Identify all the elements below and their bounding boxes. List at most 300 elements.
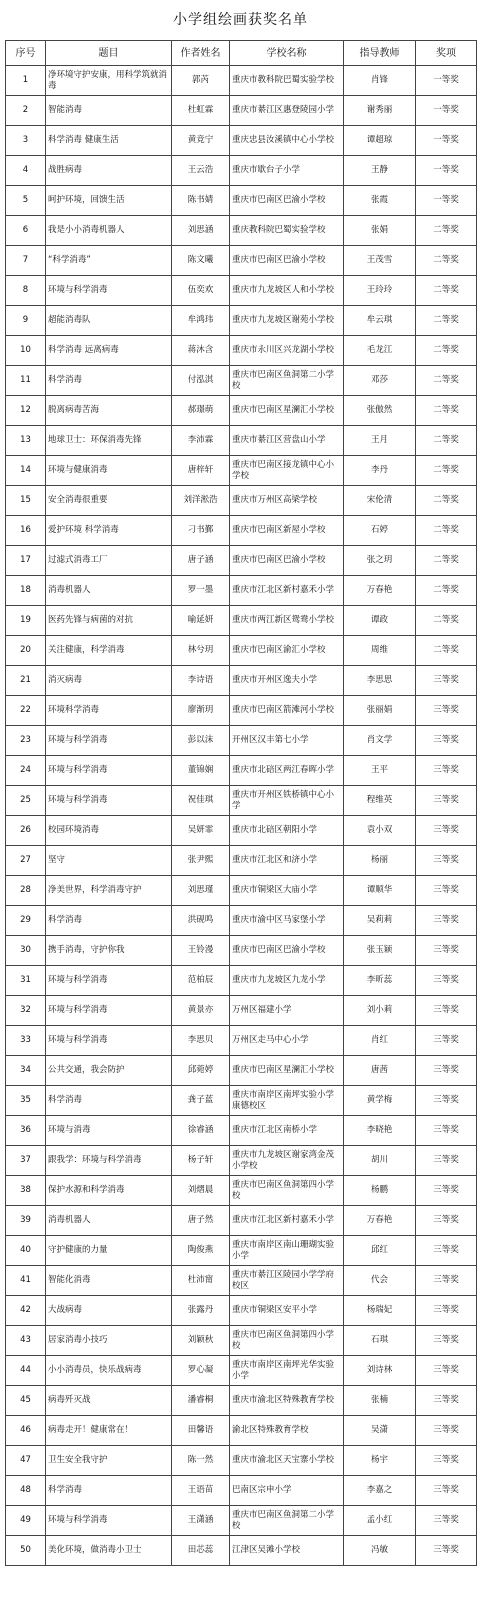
cell-school: 重庆市巴南区巴渝小学校 bbox=[230, 936, 344, 966]
cell-title: 消毒机器人 bbox=[46, 576, 172, 606]
cell-teacher: 宋伦清 bbox=[344, 486, 416, 516]
cell-no: 16 bbox=[6, 516, 46, 546]
cell-author: 王铃漫 bbox=[172, 936, 230, 966]
cell-school: 江津区吴滩小学校 bbox=[230, 1536, 344, 1566]
cell-teacher: 胡川 bbox=[344, 1146, 416, 1176]
cell-school: 重庆市歇台子小学 bbox=[230, 156, 344, 186]
cell-teacher: 肖文学 bbox=[344, 726, 416, 756]
cell-no: 19 bbox=[6, 606, 46, 636]
cell-title: 呵护环境，回馈生活 bbox=[46, 186, 172, 216]
cell-award: 三等奖 bbox=[416, 1056, 477, 1086]
document bbox=[5, 0, 476, 1566]
table-row bbox=[6, 1146, 477, 1176]
cell-author: 李诗语 bbox=[172, 666, 230, 696]
cell-no: 8 bbox=[6, 276, 46, 306]
cell-teacher: 肖红 bbox=[344, 1026, 416, 1056]
cell-teacher: 吴莉莉 bbox=[344, 906, 416, 936]
cell-title: 环境与科学消毒 bbox=[46, 276, 172, 306]
cell-teacher: 王玲玲 bbox=[344, 276, 416, 306]
table-row bbox=[6, 96, 477, 126]
table-row bbox=[6, 426, 477, 456]
cell-school: 重庆市南岸区南山珊瑚实验小学 bbox=[230, 1236, 344, 1266]
cell-school: 开州区汉丰第七小学 bbox=[230, 726, 344, 756]
cell-author: 喻延妍 bbox=[172, 606, 230, 636]
cell-teacher: 刘小莉 bbox=[344, 996, 416, 1026]
cell-title: 科学消毒 bbox=[46, 1086, 172, 1116]
cell-no: 2 bbox=[6, 96, 46, 126]
cell-author: 罗一墨 bbox=[172, 576, 230, 606]
cell-school: 重庆市两江新区鸳鸯小学校 bbox=[230, 606, 344, 636]
cell-award: 二等奖 bbox=[416, 606, 477, 636]
cell-author: 杜沛甯 bbox=[172, 1266, 230, 1296]
cell-title: 净环境守护安康，用科学筑就消毒 bbox=[46, 66, 172, 96]
cell-award: 二等奖 bbox=[416, 516, 477, 546]
cell-school: 重庆市永川区兴龙湖小学校 bbox=[230, 336, 344, 366]
cell-no: 31 bbox=[6, 966, 46, 996]
cell-no: 47 bbox=[6, 1446, 46, 1476]
cell-school: 重庆市开州区铁桥镇中心小学 bbox=[230, 786, 344, 816]
cell-author: 董锦娴 bbox=[172, 756, 230, 786]
cell-author: 杜虹霖 bbox=[172, 96, 230, 126]
cell-no: 14 bbox=[6, 456, 46, 486]
table-row bbox=[6, 366, 477, 396]
cell-award: 一等奖 bbox=[416, 66, 477, 96]
cell-award: 三等奖 bbox=[416, 1206, 477, 1236]
cell-school: 重庆市江北区南桥小学 bbox=[230, 1116, 344, 1146]
cell-teacher: 王静 bbox=[344, 156, 416, 186]
cell-title: 科学消毒 bbox=[46, 906, 172, 936]
cell-award: 二等奖 bbox=[416, 456, 477, 486]
table-row bbox=[6, 1476, 477, 1506]
cell-title: 消灭病毒 bbox=[46, 666, 172, 696]
cell-award: 一等奖 bbox=[416, 126, 477, 156]
cell-no: 27 bbox=[6, 846, 46, 876]
cell-no: 11 bbox=[6, 366, 46, 396]
cell-teacher: 李嘉之 bbox=[344, 1476, 416, 1506]
cell-no: 13 bbox=[6, 426, 46, 456]
table-row bbox=[6, 1326, 477, 1356]
cell-title: 净美世界，科学消毒守护 bbox=[46, 876, 172, 906]
cell-title: 智能化消毒 bbox=[46, 1266, 172, 1296]
cell-school: 重庆市南岸区南坪光华实验小学 bbox=[230, 1356, 344, 1386]
cell-award: 一等奖 bbox=[416, 156, 477, 186]
cell-author: 吴妍霏 bbox=[172, 816, 230, 846]
cell-no: 38 bbox=[6, 1176, 46, 1206]
cell-teacher: 万春艳 bbox=[344, 1206, 416, 1236]
cell-no: 15 bbox=[6, 486, 46, 516]
cell-teacher: 唐茜 bbox=[344, 1056, 416, 1086]
cell-title: 科学消毒 远离病毒 bbox=[46, 336, 172, 366]
cell-teacher: 谢秀丽 bbox=[344, 96, 416, 126]
cell-no: 44 bbox=[6, 1356, 46, 1386]
cell-award: 三等奖 bbox=[416, 936, 477, 966]
cell-author: 陶俊燕 bbox=[172, 1236, 230, 1266]
cell-award: 三等奖 bbox=[416, 1446, 477, 1476]
cell-no: 22 bbox=[6, 696, 46, 726]
cell-award: 三等奖 bbox=[416, 1146, 477, 1176]
cell-award: 一等奖 bbox=[416, 186, 477, 216]
header-title: 题目 bbox=[46, 41, 172, 66]
cell-author: 田芯蕊 bbox=[172, 1536, 230, 1566]
cell-author: 林兮玥 bbox=[172, 636, 230, 666]
cell-title: 环境与科学消毒 bbox=[46, 1506, 172, 1536]
cell-award: 二等奖 bbox=[416, 426, 477, 456]
cell-author: 刘思瑾 bbox=[172, 876, 230, 906]
cell-school: 重庆市北碚区朝阳小学 bbox=[230, 816, 344, 846]
cell-school: 重庆市江北区新村嘉禾小学 bbox=[230, 576, 344, 606]
cell-teacher: 王茂雪 bbox=[344, 246, 416, 276]
cell-teacher: 杨瑞妃 bbox=[344, 1296, 416, 1326]
cell-award: 二等奖 bbox=[416, 546, 477, 576]
table-row bbox=[6, 1026, 477, 1056]
cell-school: 重庆市九龙坡区人和小学校 bbox=[230, 276, 344, 306]
cell-school: 重庆市铜梁区大庙小学 bbox=[230, 876, 344, 906]
table-row bbox=[6, 816, 477, 846]
cell-title: 环境与科学消毒 bbox=[46, 966, 172, 996]
cell-teacher: 李晓艳 bbox=[344, 1116, 416, 1146]
cell-school: 重庆市巴南区鱼洞第四小学校 bbox=[230, 1326, 344, 1356]
cell-author: 祝佳琪 bbox=[172, 786, 230, 816]
cell-award: 三等奖 bbox=[416, 1236, 477, 1266]
cell-title: 地球卫士：环保消毒先锋 bbox=[46, 426, 172, 456]
cell-teacher: 李丹 bbox=[344, 456, 416, 486]
cell-teacher: 代会 bbox=[344, 1266, 416, 1296]
cell-no: 4 bbox=[6, 156, 46, 186]
cell-school: 重庆市渝北区天宝寨小学校 bbox=[230, 1446, 344, 1476]
cell-no: 28 bbox=[6, 876, 46, 906]
cell-teacher: 冯敏 bbox=[344, 1536, 416, 1566]
cell-school: 重庆市巴南区新屋小学校 bbox=[230, 516, 344, 546]
cell-award: 二等奖 bbox=[416, 636, 477, 666]
table-row bbox=[6, 516, 477, 546]
cell-author: 唐子然 bbox=[172, 1206, 230, 1236]
cell-award: 二等奖 bbox=[416, 216, 477, 246]
cell-teacher: 石婷 bbox=[344, 516, 416, 546]
cell-title: 战胜病毒 bbox=[46, 156, 172, 186]
cell-title: 消毒机器人 bbox=[46, 1206, 172, 1236]
cell-award: 三等奖 bbox=[416, 846, 477, 876]
cell-title: 守护健康的力量 bbox=[46, 1236, 172, 1266]
table-row bbox=[6, 126, 477, 156]
cell-no: 26 bbox=[6, 816, 46, 846]
cell-teacher: 邓莎 bbox=[344, 366, 416, 396]
cell-title: 科学消毒 bbox=[46, 1476, 172, 1506]
cell-title: 环境科学消毒 bbox=[46, 696, 172, 726]
table-row bbox=[6, 726, 477, 756]
cell-author: 范柏辰 bbox=[172, 966, 230, 996]
cell-teacher: 杨鹏 bbox=[344, 1176, 416, 1206]
cell-award: 三等奖 bbox=[416, 1506, 477, 1536]
cell-teacher: 杨丽 bbox=[344, 846, 416, 876]
table-row bbox=[6, 1176, 477, 1206]
cell-teacher: 袁小双 bbox=[344, 816, 416, 846]
table-row bbox=[6, 486, 477, 516]
table-row bbox=[6, 1116, 477, 1146]
cell-author: 邱菀婷 bbox=[172, 1056, 230, 1086]
cell-title: 爱护环境 科学消毒 bbox=[46, 516, 172, 546]
cell-teacher: 牟云琪 bbox=[344, 306, 416, 336]
cell-school: 重庆市巴南区巴渝小学校 bbox=[230, 186, 344, 216]
cell-school: 重庆市巴南区鱼洞第二小学校 bbox=[230, 1506, 344, 1536]
table-row bbox=[6, 936, 477, 966]
cell-teacher: 周维 bbox=[344, 636, 416, 666]
cell-teacher: 李昕蕊 bbox=[344, 966, 416, 996]
cell-teacher: 刘诗林 bbox=[344, 1356, 416, 1386]
cell-title: 智能消毒 bbox=[46, 96, 172, 126]
cell-no: 24 bbox=[6, 756, 46, 786]
header-author: 作者姓名 bbox=[172, 41, 230, 66]
table-row bbox=[6, 246, 477, 276]
table-row bbox=[6, 606, 477, 636]
table-row bbox=[6, 1206, 477, 1236]
cell-author: 彭以沫 bbox=[172, 726, 230, 756]
table-row bbox=[6, 966, 477, 996]
cell-no: 21 bbox=[6, 666, 46, 696]
cell-school: 重庆市巴南区星澜汇小学校 bbox=[230, 1056, 344, 1086]
table-row bbox=[6, 456, 477, 486]
cell-author: 杨子轩 bbox=[172, 1146, 230, 1176]
cell-no: 42 bbox=[6, 1296, 46, 1326]
cell-title: 保护水源和科学消毒 bbox=[46, 1176, 172, 1206]
table-row bbox=[6, 1536, 477, 1566]
cell-award: 二等奖 bbox=[416, 486, 477, 516]
table-row bbox=[6, 906, 477, 936]
table-row bbox=[6, 636, 477, 666]
cell-author: 黄竞宁 bbox=[172, 126, 230, 156]
table-row bbox=[6, 1296, 477, 1326]
cell-teacher: 黄学梅 bbox=[344, 1086, 416, 1116]
cell-award: 三等奖 bbox=[416, 1116, 477, 1146]
cell-no: 12 bbox=[6, 396, 46, 426]
table-row bbox=[6, 1506, 477, 1536]
cell-title: 脱离病毒苦海 bbox=[46, 396, 172, 426]
cell-school: 巴南区宗申小学 bbox=[230, 1476, 344, 1506]
cell-no: 1 bbox=[6, 66, 46, 96]
cell-no: 25 bbox=[6, 786, 46, 816]
cell-no: 35 bbox=[6, 1086, 46, 1116]
cell-author: 黄景亦 bbox=[172, 996, 230, 1026]
cell-no: 10 bbox=[6, 336, 46, 366]
table-row bbox=[6, 576, 477, 606]
cell-award: 三等奖 bbox=[416, 966, 477, 996]
cell-award: 三等奖 bbox=[416, 1266, 477, 1296]
cell-no: 46 bbox=[6, 1416, 46, 1446]
cell-school: 渝北区特殊教育学校 bbox=[230, 1416, 344, 1446]
cell-teacher: 张傲然 bbox=[344, 396, 416, 426]
cell-teacher: 毛龙江 bbox=[344, 336, 416, 366]
cell-no: 43 bbox=[6, 1326, 46, 1356]
table-row bbox=[6, 1356, 477, 1386]
cell-no: 20 bbox=[6, 636, 46, 666]
cell-teacher: 张娟 bbox=[344, 216, 416, 246]
cell-title: 环境与科学消毒 bbox=[46, 726, 172, 756]
cell-school: 重庆市教科院巴蜀实验学校 bbox=[230, 66, 344, 96]
table-row bbox=[6, 996, 477, 1026]
cell-no: 30 bbox=[6, 936, 46, 966]
cell-award: 二等奖 bbox=[416, 306, 477, 336]
award-table bbox=[5, 40, 477, 1566]
table-row bbox=[6, 786, 477, 816]
cell-author: 王语苗 bbox=[172, 1476, 230, 1506]
cell-no: 49 bbox=[6, 1506, 46, 1536]
cell-award: 二等奖 bbox=[416, 366, 477, 396]
cell-teacher: 谭顺华 bbox=[344, 876, 416, 906]
cell-title: 环境与科学消毒 bbox=[46, 786, 172, 816]
cell-teacher: 杨宇 bbox=[344, 1446, 416, 1476]
cell-school: 重庆市北碚区两江春晖小学 bbox=[230, 756, 344, 786]
cell-author: 刘熠晨 bbox=[172, 1176, 230, 1206]
table-row bbox=[6, 1416, 477, 1446]
cell-author: 郝璟萌 bbox=[172, 396, 230, 426]
table-row bbox=[6, 666, 477, 696]
cell-school: 重庆市南岸区南坪实验小学康德校区 bbox=[230, 1086, 344, 1116]
cell-author: 徐睿涵 bbox=[172, 1116, 230, 1146]
table-header-row bbox=[6, 41, 477, 66]
cell-school: 重庆市江北区新村嘉禾小学 bbox=[230, 1206, 344, 1236]
cell-author: 蒋沐含 bbox=[172, 336, 230, 366]
cell-award: 三等奖 bbox=[416, 1356, 477, 1386]
cell-award: 三等奖 bbox=[416, 696, 477, 726]
cell-author: 潘睿桐 bbox=[172, 1386, 230, 1416]
table-row bbox=[6, 546, 477, 576]
cell-school: 重庆市九龙坡区谢苑小学校 bbox=[230, 306, 344, 336]
cell-award: 一等奖 bbox=[416, 96, 477, 126]
cell-author: 廖渐玥 bbox=[172, 696, 230, 726]
cell-author: 付泓淇 bbox=[172, 366, 230, 396]
cell-teacher: 张霞 bbox=[344, 186, 416, 216]
cell-school: 重庆忠县汝溪镇中心小学校 bbox=[230, 126, 344, 156]
cell-title: 环境与科学消毒 bbox=[46, 1026, 172, 1056]
cell-no: 6 bbox=[6, 216, 46, 246]
cell-title: 大战病毒 bbox=[46, 1296, 172, 1326]
page-title: 小学组绘画获奖名单 bbox=[173, 12, 308, 28]
cell-no: 34 bbox=[6, 1056, 46, 1086]
cell-school: 重庆市巴南区箭滩河小学校 bbox=[230, 696, 344, 726]
table-row bbox=[6, 876, 477, 906]
cell-school: 重庆市巴南区鱼洞第二小学校 bbox=[230, 366, 344, 396]
cell-no: 33 bbox=[6, 1026, 46, 1056]
cell-teacher: 王平 bbox=[344, 756, 416, 786]
cell-title: 环境与消毒 bbox=[46, 1116, 172, 1146]
table-row bbox=[6, 846, 477, 876]
cell-no: 18 bbox=[6, 576, 46, 606]
cell-no: 45 bbox=[6, 1386, 46, 1416]
cell-title: 病毒歼灭战 bbox=[46, 1386, 172, 1416]
cell-title: 医药先锋与病菌的对抗 bbox=[46, 606, 172, 636]
cell-school: 重庆市巴南区渝汇小学校 bbox=[230, 636, 344, 666]
table-row bbox=[6, 276, 477, 306]
cell-teacher: 张玉颖 bbox=[344, 936, 416, 966]
cell-teacher: 张楠 bbox=[344, 1386, 416, 1416]
cell-author: 洪砚鸣 bbox=[172, 906, 230, 936]
cell-award: 三等奖 bbox=[416, 876, 477, 906]
cell-school: 重庆市巴南区鱼洞第四小学校 bbox=[230, 1176, 344, 1206]
cell-title: 超能消毒队 bbox=[46, 306, 172, 336]
cell-school: 重庆市开州区逸夫小学 bbox=[230, 666, 344, 696]
cell-title: 美化环境，做消毒小卫士 bbox=[46, 1536, 172, 1566]
cell-author: 李沛霖 bbox=[172, 426, 230, 456]
cell-title: 我是小小消毒机器人 bbox=[46, 216, 172, 246]
cell-title: 环境与科学消毒 bbox=[46, 996, 172, 1026]
cell-award: 三等奖 bbox=[416, 1536, 477, 1566]
cell-teacher: 邱红 bbox=[344, 1236, 416, 1266]
header-school: 学校名称 bbox=[230, 41, 344, 66]
header-award: 奖项 bbox=[416, 41, 477, 66]
table-row bbox=[6, 1266, 477, 1296]
cell-school: 重庆市铜梁区安平小学 bbox=[230, 1296, 344, 1326]
table-row bbox=[6, 696, 477, 726]
table-row bbox=[6, 186, 477, 216]
header-no: 序号 bbox=[6, 41, 46, 66]
cell-teacher: 程维英 bbox=[344, 786, 416, 816]
cell-author: 王潇涵 bbox=[172, 1506, 230, 1536]
cell-school: 万州区福建小学 bbox=[230, 996, 344, 1026]
cell-author: 刁书鄞 bbox=[172, 516, 230, 546]
cell-school: 重庆市綦江区营盘山小学 bbox=[230, 426, 344, 456]
cell-no: 5 bbox=[6, 186, 46, 216]
cell-teacher: 孟小红 bbox=[344, 1506, 416, 1536]
cell-title: 关注健康，科学消毒 bbox=[46, 636, 172, 666]
cell-teacher: 石琪 bbox=[344, 1326, 416, 1356]
cell-school: 重庆教科院巴蜀实验学校 bbox=[230, 216, 344, 246]
cell-author: 唐子涵 bbox=[172, 546, 230, 576]
cell-award: 三等奖 bbox=[416, 1086, 477, 1116]
cell-award: 二等奖 bbox=[416, 576, 477, 606]
cell-author: 田馨语 bbox=[172, 1416, 230, 1446]
cell-award: 二等奖 bbox=[416, 396, 477, 426]
table-row bbox=[6, 1236, 477, 1266]
table-row bbox=[6, 306, 477, 336]
cell-award: 二等奖 bbox=[416, 276, 477, 306]
cell-no: 37 bbox=[6, 1146, 46, 1176]
cell-school: 重庆市九龙坡区谢家湾金茂小学校 bbox=[230, 1146, 344, 1176]
cell-teacher: 肖锋 bbox=[344, 66, 416, 96]
cell-author: 伍奕欢 bbox=[172, 276, 230, 306]
cell-no: 39 bbox=[6, 1206, 46, 1236]
cell-award: 三等奖 bbox=[416, 1476, 477, 1506]
cell-teacher: 李思思 bbox=[344, 666, 416, 696]
cell-author: 刘颖秋 bbox=[172, 1326, 230, 1356]
cell-author: 刘洋淞浩 bbox=[172, 486, 230, 516]
cell-school: 重庆市江北区和济小学 bbox=[230, 846, 344, 876]
cell-author: 龚子蓝 bbox=[172, 1086, 230, 1116]
cell-teacher: 谭超琼 bbox=[344, 126, 416, 156]
cell-school: 重庆市巴南区巴渝小学校 bbox=[230, 246, 344, 276]
cell-award: 三等奖 bbox=[416, 1326, 477, 1356]
table-row bbox=[6, 1386, 477, 1416]
cell-award: 三等奖 bbox=[416, 666, 477, 696]
cell-school: 重庆市渝北区特殊教育学校 bbox=[230, 1386, 344, 1416]
cell-school: 重庆市巴南区巴渝小学校 bbox=[230, 546, 344, 576]
cell-award: 三等奖 bbox=[416, 756, 477, 786]
cell-school: 重庆市巴南区接龙镇中心小学校 bbox=[230, 456, 344, 486]
cell-no: 36 bbox=[6, 1116, 46, 1146]
cell-teacher: 王月 bbox=[344, 426, 416, 456]
cell-title: “科学消毒” bbox=[46, 246, 172, 276]
cell-author: 陈书婧 bbox=[172, 186, 230, 216]
cell-title: 坚守 bbox=[46, 846, 172, 876]
cell-author: 陈一然 bbox=[172, 1446, 230, 1476]
cell-teacher: 张之玥 bbox=[344, 546, 416, 576]
cell-no: 23 bbox=[6, 726, 46, 756]
cell-title: 安全消毒很重要 bbox=[46, 486, 172, 516]
cell-school: 重庆市綦江区陵园小学学府校区 bbox=[230, 1266, 344, 1296]
cell-title: 公共交通，我会防护 bbox=[46, 1056, 172, 1086]
cell-teacher: 吴潇 bbox=[344, 1416, 416, 1446]
cell-title: 过滤式消毒工厂 bbox=[46, 546, 172, 576]
cell-school: 重庆市巴南区星澜汇小学校 bbox=[230, 396, 344, 426]
cell-author: 张露丹 bbox=[172, 1296, 230, 1326]
